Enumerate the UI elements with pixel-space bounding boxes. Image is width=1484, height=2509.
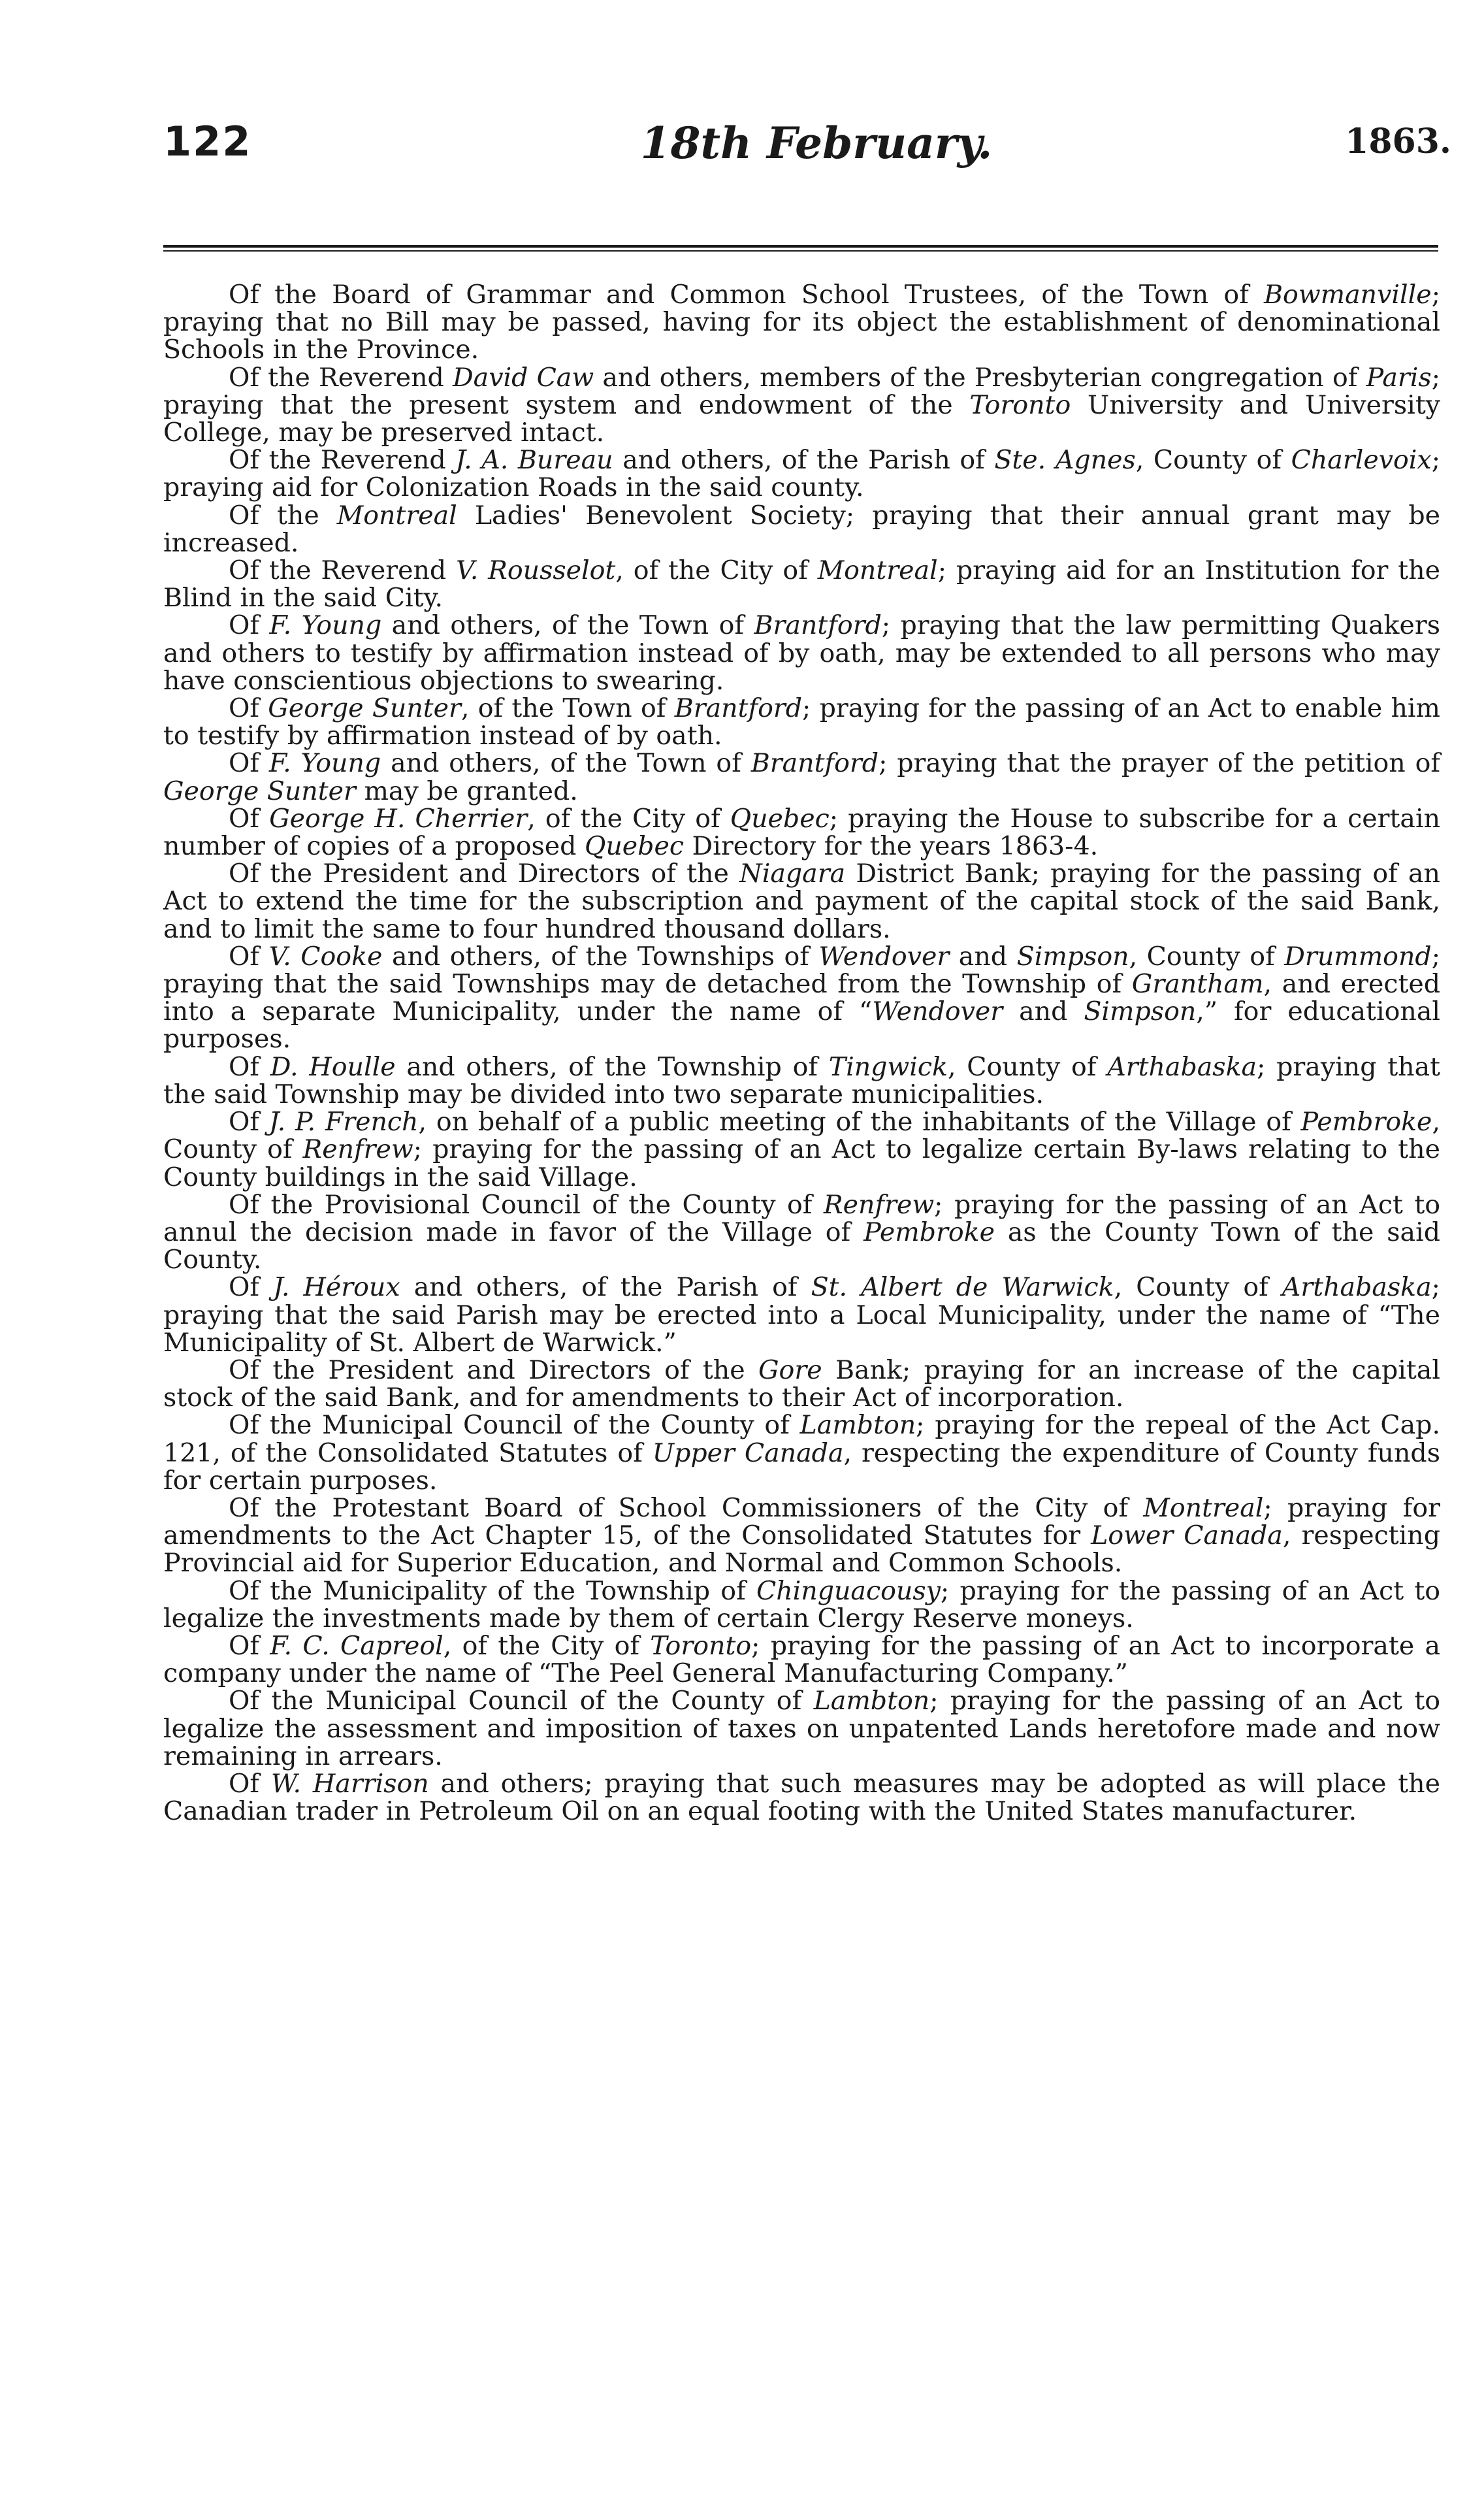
petition-paragraph: Of J. P. French, on behalf of a public meeting of the inhabitants of the Village of Pembroke, County of Renfrew; praying for the passing of an Act to legalize certain By-laws relating to the County buildings in the said Village. xyxy=(163,1107,1440,1192)
petition-paragraph: Of George H. Cherrier, of the City of Quebec; praying the House to subscribe for a certain number of copies of a proposed Quebec Directory for the years 1863-4. xyxy=(163,803,1441,862)
petition-paragraph: Of F. Young and others, of the Town of Brantford; praying that the prayer of the petition of George Sunter may be granted. xyxy=(163,748,1440,806)
petition-paragraph: Of the Protestant Board of School Commissioners of the City of Montreal; praying for amendments to the Act Chapter 15, of the Consolidated Statutes for Lower Canada, respecting Provincial aid for Superior Education, and Normal and Common Schools. xyxy=(163,1492,1441,1579)
running-head-date: 18th February. xyxy=(640,118,993,169)
petition-paragraph: Of the Municipal Council of the County of Lambton; praying for the passing of an Act to legalize the assessment and imposition of taxes on unpatented Lands heretofore made and now remaining in arrears. xyxy=(163,1686,1441,1771)
petition-paragraph: Of the Reverend David Caw and others, members of the Presbyterian congregation of Paris; praying that the present system and endowment of the Toronto University and University College, may be preserved intact. xyxy=(163,362,1441,448)
petition-paragraph: Of the Reverend J. A. Bureau and others, of the Parish of Ste. Agnes, County of Charlevoix; praying aid for Colonization Roads in the said county. xyxy=(163,445,1441,503)
page-header xyxy=(163,118,1451,183)
header-rule xyxy=(163,245,1438,248)
petition-paragraph: Of the President and Directors of the Niagara District Bank; praying for the passing of an Act to extend the time for the subscription and payment of the capital stock of the said Bank, and to limit the same to four hundred thousand dollars. xyxy=(163,859,1440,944)
header-year: 1863. xyxy=(1345,122,1451,161)
petition-paragraph: Of D. Houlle and others, of the Township of Tingwick, County of Arthabaska; praying that the said Township may be divided into two separate municipalities. xyxy=(163,1051,1440,1109)
petition-paragraph: Of the Provisional Council of the County of Renfrew; praying for the passing of an Act to annul the decision made in favor of the Village of Pembroke as the County Town of the said County. xyxy=(163,1189,1441,1275)
petition-paragraph: Of the Board of Grammar and Common School Trustees, of the Town of Bowmanville; praying that no Bill may be passed, having for its object the establishment of denominational Schools in the Province. xyxy=(163,280,1440,365)
petition-paragraph: Of the Reverend V. Rousselot, of the City of Montreal; praying aid for an Institution for the Blind in the said City. xyxy=(163,555,1440,614)
petition-paragraph: Of George Sunter, of the Town of Brantford; praying for the passing of an Act to enable him to testify by affirmation instead of by oath. xyxy=(163,693,1441,751)
petition-paragraph: Of the Montreal Ladies' Benevolent Society; praying that their annual grant may be increased. xyxy=(163,500,1440,558)
petition-paragraph: Of the Municipality of the Township of Chinguacousy; praying for the passing of an Act to legalize the investments made by them of certain Clergy Reserve moneys. xyxy=(163,1575,1440,1633)
petitions-list xyxy=(163,281,1440,1825)
petition-paragraph: Of W. Harrison and others; praying that such measures may be adopted as will place the Canadian trader in Petroleum Oil on an equal footing with the United States manufacturer. xyxy=(163,1768,1440,1827)
petition-paragraph: Of the President and Directors of the Gore Bank; praying for an increase of the capital stock of the said Bank, and for amendments to their Act of incorporation. xyxy=(163,1354,1440,1413)
page-number: 122 xyxy=(163,118,252,165)
petition-paragraph: Of F. Young and others, of the Town of Brantford; praying that the law permitting Quakers and others to testify by affirmation instead of by oath, may be extended to all persons who may have conscientious objections to swearing. xyxy=(163,610,1440,696)
petition-paragraph: Of V. Cooke and others, of the Townships of Wendover and Simpson, County of Drummond; praying that the said Townships may de detached from the Township of Grantham, and erected into a separate Municipality, under the name of “Wendover and Simpson,” for educational purposes. xyxy=(163,941,1441,1055)
petition-paragraph: Of the Municipal Council of the County of Lambton; praying for the repeal of the Act Cap. 121, of the Consolidated Statutes of Upper Canada, respecting the expenditure of County funds for certain purposes. xyxy=(163,1410,1440,1496)
petition-paragraph: Of F. C. Capreol, of the City of Toronto; praying for the passing of an Act to incorporate a company under the name of “The Peel General Manufacturing Company.” xyxy=(163,1630,1441,1689)
petition-paragraph: Of J. Héroux and others, of the Parish of St. Albert de Warwick, County of Arthabaska; praying that the said Parish may be erected into a Local Municipality, under the name of “The Municipality of St. Albert de Warwick.” xyxy=(163,1272,1440,1358)
